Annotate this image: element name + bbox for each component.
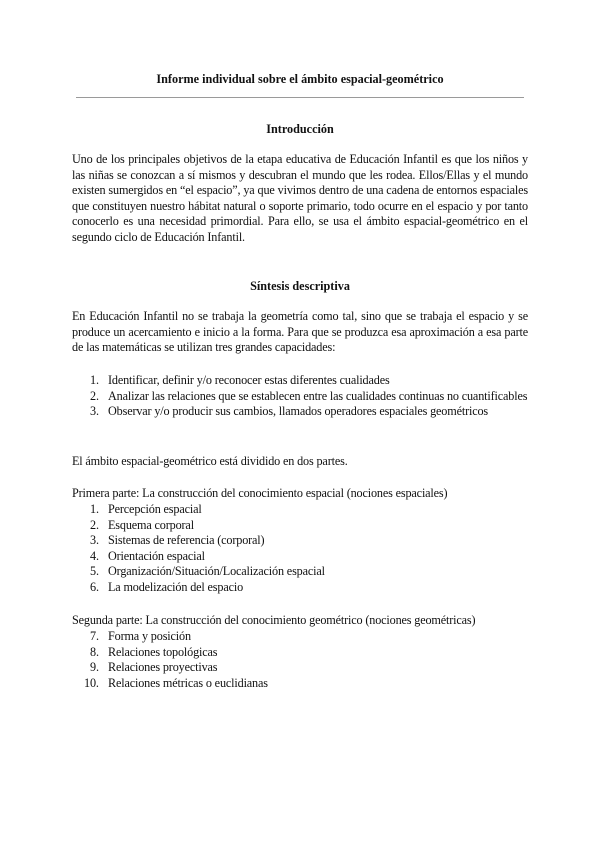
- title-divider: [76, 97, 524, 98]
- list-item: [72, 518, 528, 534]
- part2-heading: Segunda parte: La construcción del conocimiento geométrico (nociones geométricas): [72, 613, 476, 627]
- list-item: [72, 549, 528, 565]
- list-item-number: 7.: [90, 629, 99, 643]
- list-item: [72, 645, 528, 661]
- list-item-text: Analizar las relaciones que se establecen entre las cualidades continuas no cuantificables: [108, 388, 528, 403]
- division-paragraph: El ámbito espacial-geométrico está dividido en dos partes.: [72, 454, 348, 468]
- part1-list: [72, 502, 528, 596]
- list-item-text: Sistemas de referencia (corporal): [108, 533, 265, 548]
- list-item-number: 8.: [90, 644, 99, 659]
- list-item-number: 2.: [90, 517, 99, 532]
- list-item-number: 10.: [84, 675, 99, 690]
- list-item-text: La modelización del espacio: [108, 579, 244, 594]
- list-item-number: 2.: [90, 388, 99, 403]
- list-item-text: Identificar, definir y/o reconocer estas diferentes cualidades: [108, 373, 390, 387]
- list-item-number: 4.: [90, 548, 99, 563]
- intro-heading: Introducción: [266, 122, 334, 136]
- synthesis-heading: Síntesis descriptiva: [250, 279, 350, 293]
- list-item: [72, 629, 528, 645]
- list-item-text: Relaciones métricas o euclidianas: [108, 675, 268, 690]
- list-item: [72, 580, 528, 596]
- list-item-text: Forma y posición: [108, 629, 191, 643]
- part1-heading: Primera parte: La construcción del conocimiento espacial (nociones espaciales): [72, 486, 448, 500]
- list-item-text: Esquema corporal: [108, 517, 194, 532]
- list-item-text: Relaciones proyectivas: [108, 660, 218, 675]
- synthesis-paragraph: En Educación Infantil no se trabaja la geometría como tal, sino que se trabaja el espacio y se produce un acercamiento e inicio a la forma. Para que se produzca esa aproximación a esa parte de las matemáticas se utilizan tres grandes capacidades:: [72, 309, 528, 355]
- document-title: Informe individual sobre el ámbito espacial-geométrico: [156, 72, 444, 86]
- list-item: [72, 676, 528, 692]
- list-item: [72, 373, 528, 389]
- list-item-text: Percepción espacial: [108, 502, 202, 516]
- intro-paragraph: Uno de los principales objetivos de la etapa educativa de Educación Infantil es que los niños y las niñas se conozcan a sí mismos y descubran el mundo que les rodea. Ellos/Ellas y el mundo existen sumergidos en “el espacio”, ya que vivimos dentro de una cadena de entornos espaciales que constituyen nuestro hábitat natural o soporte primario, todo ocurre en el espacio y por tanto conocerlo es una necesidad primordial. Para ello, se usa el ámbito espacial-geométrico en el segundo ciclo de Educación Infantil.: [72, 152, 528, 244]
- list-item-text: Observar y/o producir sus cambios, llamados operadores espaciales geométricos: [108, 404, 489, 419]
- list-item-number: 9.: [90, 660, 99, 675]
- list-item-number: 3.: [90, 533, 99, 548]
- list-item: [72, 660, 528, 676]
- list-item: [72, 502, 528, 518]
- list-item: [72, 533, 528, 549]
- list-item-number: 3.: [90, 404, 99, 419]
- list-item: [72, 389, 528, 405]
- list-item-number: 6.: [90, 579, 99, 594]
- list-item-text: Relaciones topológicas: [108, 644, 218, 659]
- list-item-text: Organización/Situación/Localización espacial: [108, 564, 325, 579]
- list-item-number: 1.: [90, 502, 99, 516]
- list-item-number: 5.: [90, 564, 99, 579]
- list-item: [72, 564, 528, 580]
- part2-list: [72, 629, 528, 691]
- list-item-text: Orientación espacial: [108, 548, 205, 563]
- list-item-number: 1.: [90, 373, 99, 387]
- capacities-list: [72, 373, 528, 420]
- list-item: [72, 404, 528, 420]
